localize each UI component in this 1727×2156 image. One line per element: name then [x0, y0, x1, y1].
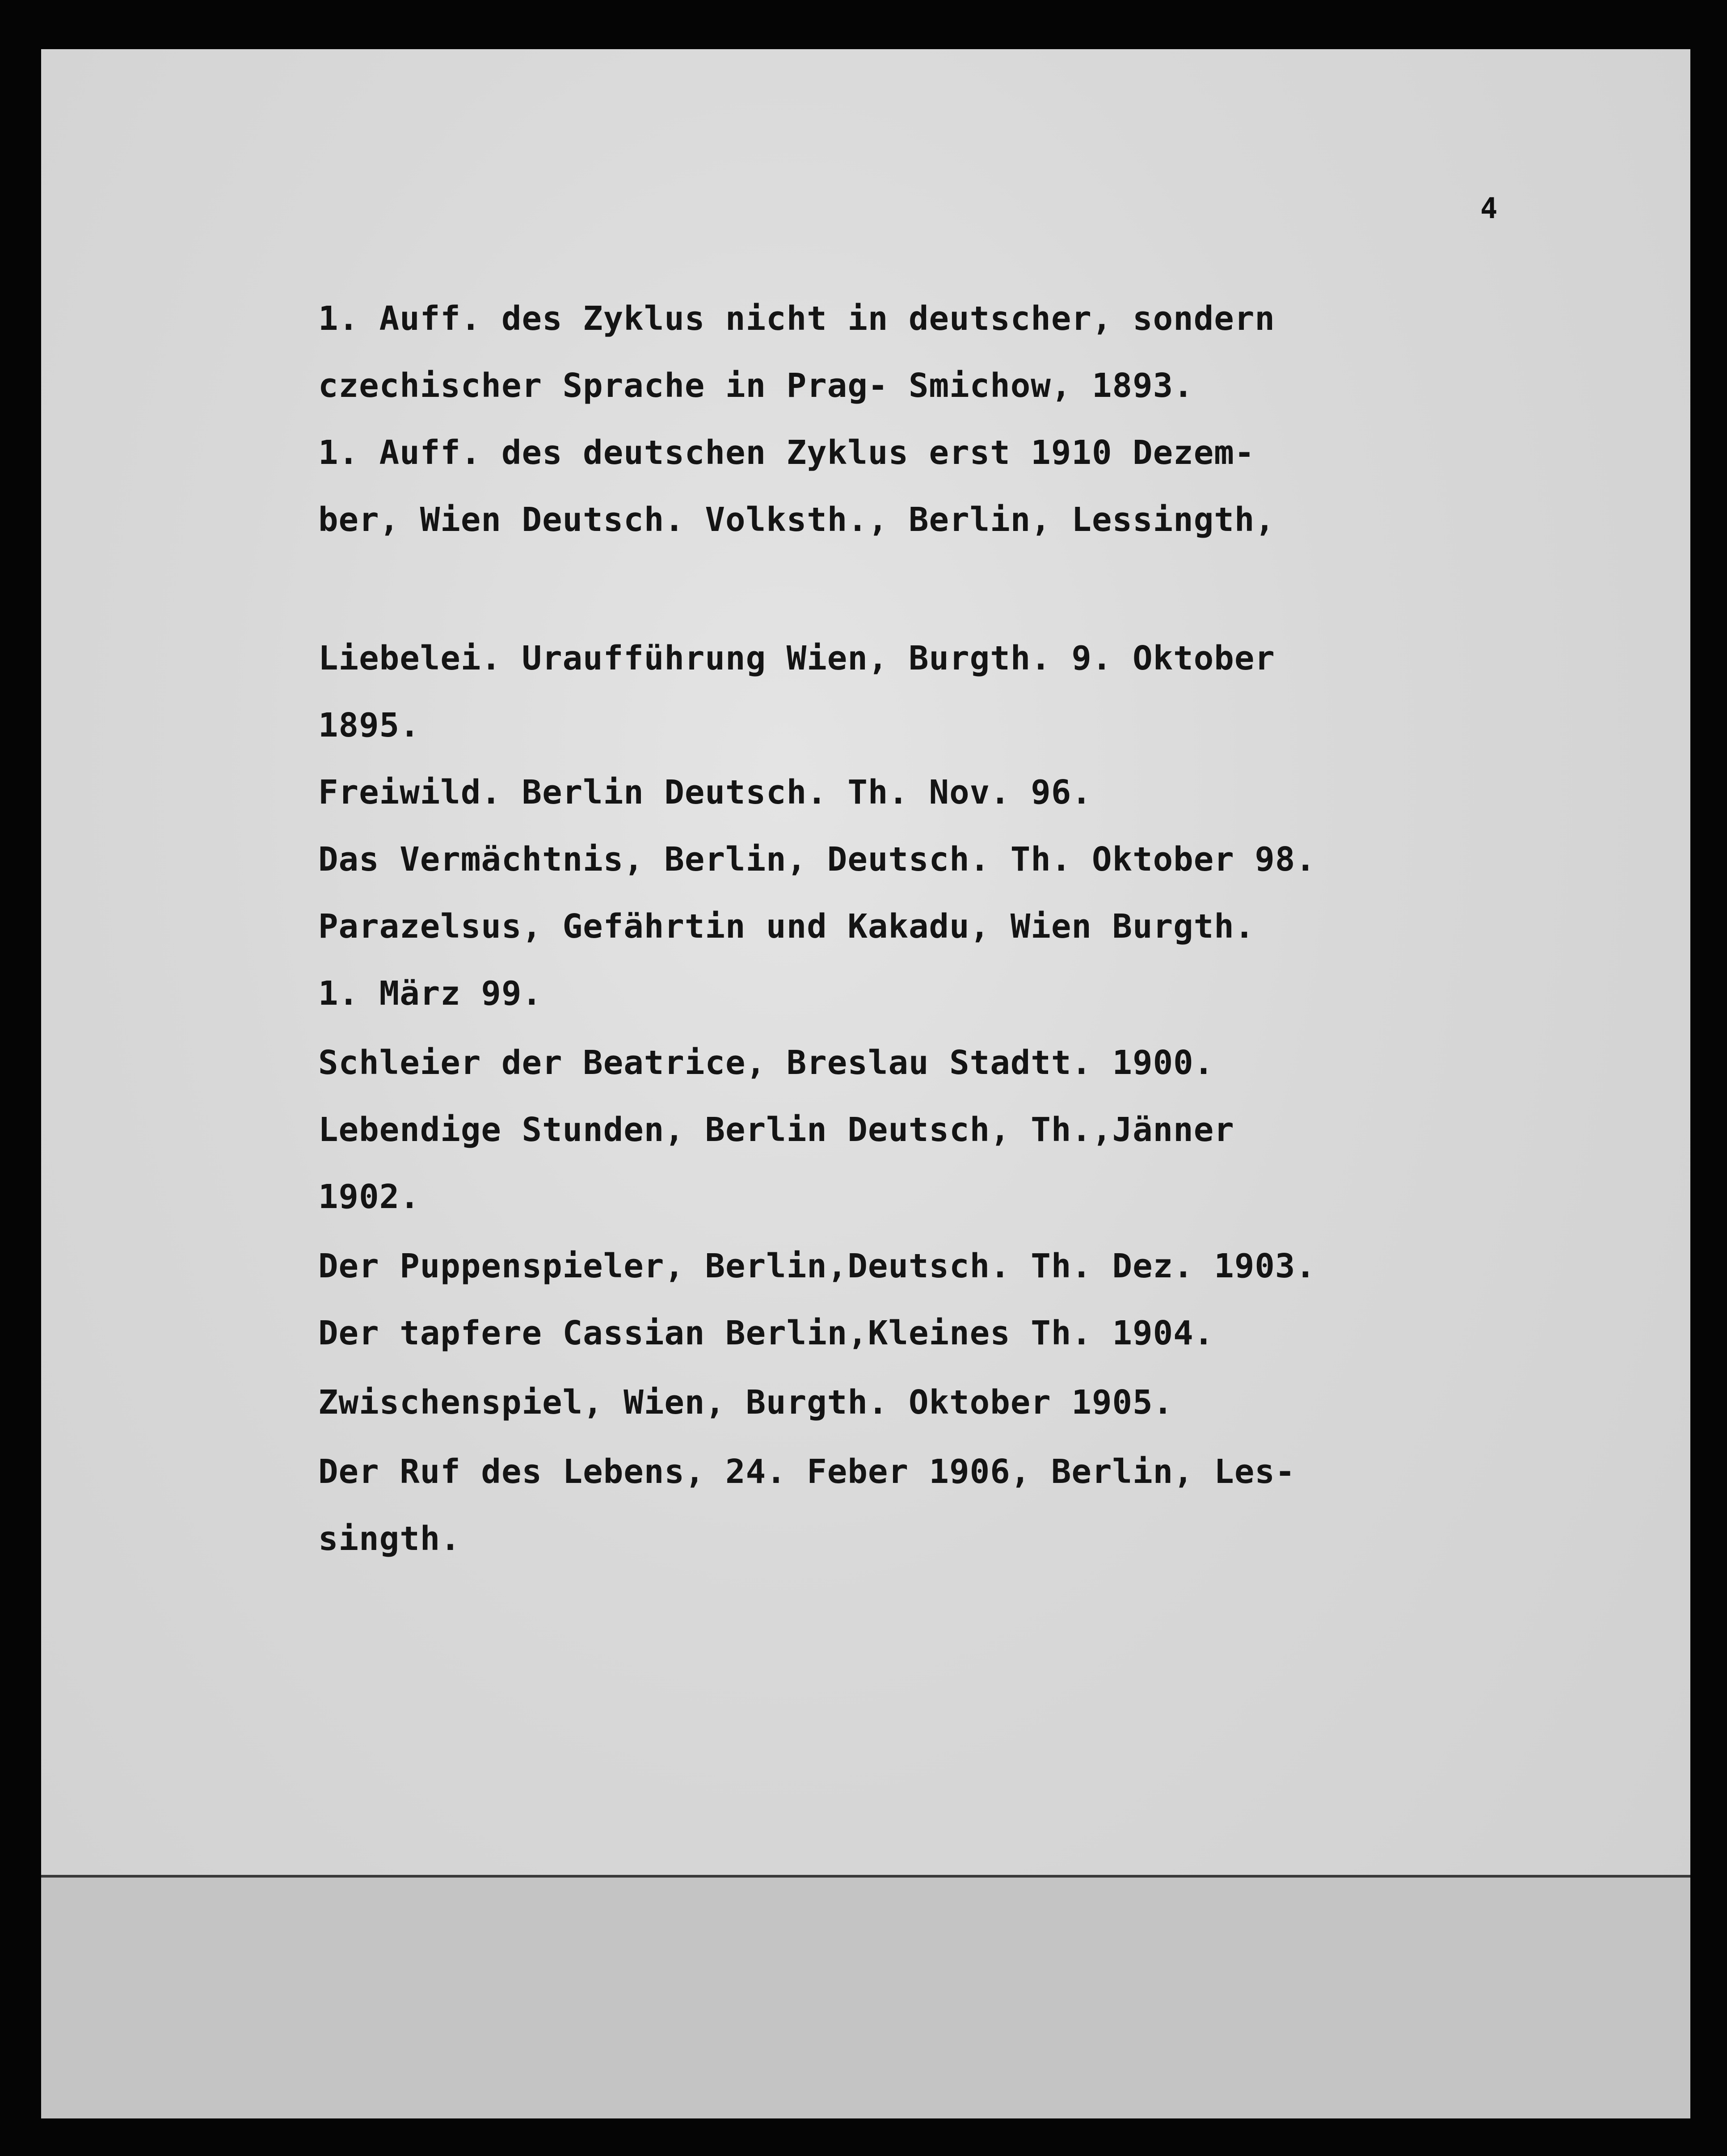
text-line-17: Der Ruf des Lebens, 24. Feber 1906, Berlin, Les-	[318, 1453, 1296, 1491]
text-line-16: Zwischenspiel, Wien, Burgth. Oktober 1905.	[318, 1383, 1174, 1422]
text-line-7: Freiwild. Berlin Deutsch. Th. Nov. 96.	[318, 773, 1092, 812]
text-line-2: czechischer Sprache in Prag- Smichow, 1893.	[318, 366, 1194, 405]
page-number: 4	[1480, 192, 1498, 225]
text-line-5: Liebelei. Uraufführung Wien, Burgth. 9. Oktober	[318, 639, 1275, 678]
text-line-3: 1. Auff. des deutschen Zyklus erst 1910 Dezem-	[318, 434, 1255, 472]
text-line-8: Das Vermächtnis, Berlin, Deutsch. Th. Oktober 98.	[318, 840, 1316, 879]
text-line-4: ber, Wien Deutsch. Volksth., Berlin, Lessingth,	[318, 501, 1275, 539]
text-line-10: 1. März 99.	[318, 974, 543, 1013]
text-line-18: singth.	[318, 1520, 461, 1558]
text-line-9: Parazelsus, Gefährtin und Kakadu, Wien Burgth.	[318, 907, 1255, 946]
text-line-14: Der Puppenspieler, Berlin,Deutsch. Th. Dez. 1903.	[318, 1247, 1316, 1285]
text-line-12: Lebendige Stunden, Berlin Deutsch, Th.,Jänner	[318, 1111, 1234, 1149]
text-line-13: 1902.	[318, 1178, 420, 1216]
text-line-6: 1895.	[318, 706, 420, 745]
text-line-1: 1. Auff. des Zyklus nicht in deutscher, sondern	[318, 299, 1275, 338]
text-line-11: Schleier der Beatrice, Breslau Stadtt. 1900.	[318, 1044, 1214, 1082]
text-line-15: Der tapfere Cassian Berlin,Kleines Th. 1904.	[318, 1314, 1214, 1352]
document-page	[41, 49, 1690, 2118]
scanner-bed-band	[41, 1875, 1690, 2118]
